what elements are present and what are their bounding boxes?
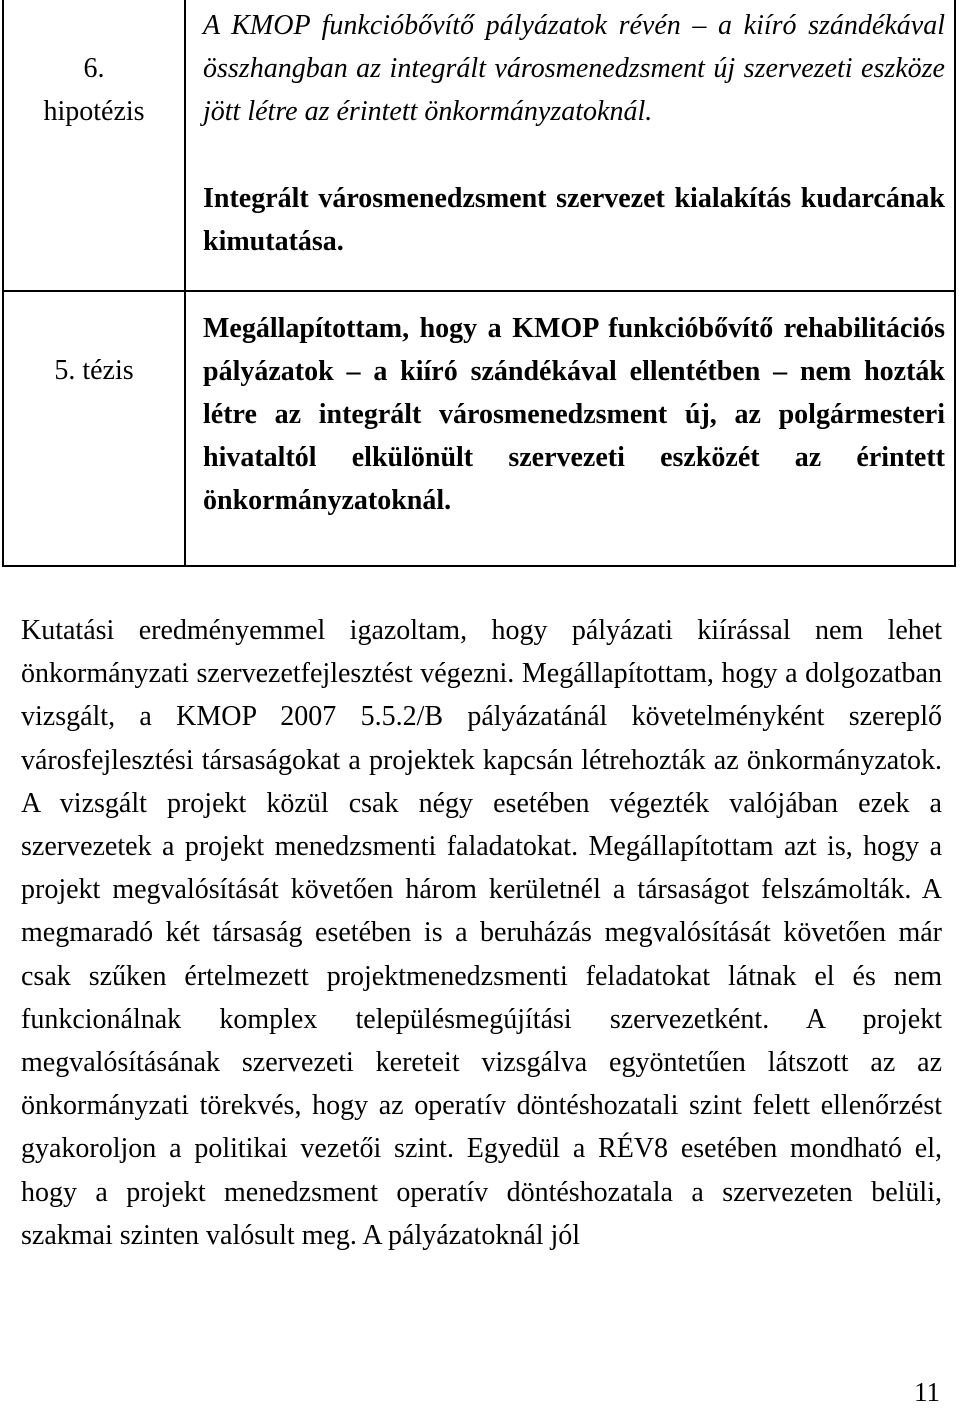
table-column-divider [184, 0, 186, 565]
thesis-text: Megállapítottam, hogy a KMOP funkcióbővítő rehabilitációs pályázatok – a kiíró szándékával ellentétben – nem hozták létre az integrált városmenedzsment új, az polgármesteri hivataltól elkülönült szervezeti eszközét az érintett önkormányzatoknál. [203, 313, 945, 516]
table-row-divider [4, 290, 954, 292]
hypothesis-label: 6. hipotézis [43, 53, 145, 127]
thesis-label: 5. tézis [54, 355, 134, 386]
hypothesis-result: Integrált városmenedzsment szervezet kialakítás kudarcának kimutatása. [203, 183, 945, 257]
thesis-table [2, 0, 956, 567]
hypothesis-text: A KMOP funkcióbővítő pályázatok révén – a kiíró szándékával összhangban az integrált városmenedzsment új szervezeti eszköze jött létre az érintett önkormányzatoknál. [203, 10, 945, 127]
body-paragraph: Kutatási eredményemmel igazoltam, hogy pályázati kiírással nem lehet önkormányzati szervezetfejlesztést végezni. Megállapítottam, hogy a dolgozatban vizsgált, a KMOP 2007 5.5.2/B pályázatánál követelményként szereplő városfejlesztési társaságokat a projektek kapcsán létrehozták az önkormányzatok. A vizsgált projekt közül csak négy esetében végezték valójában ezek a szervezetek a projekt menedzsmenti faladatokat. Megállapítottam azt is, hogy a projekt megvalósítását követően három kerületnél a társaságot felszámolták. A megmaradó két társaság esetében is a beruházás megvalósítását követően már csak szűken értelmezett projektmenedzsmenti feladatokat látnak el és nem funkcionálnak komplex településmegújítási szervezetként. A projekt megvalósításának szervezeti kereteit vizsgálva egyöntetűen látszott az az önkormányzati törekvés, hogy az operatív döntéshozatali szint felett ellenőrzést gyakoroljon a politikai vezetői szint. Egyedül a RÉV8 esetében mondható el, hogy a projekt menedzsment operatív döntéshozatala a szervezeten belüli, szakmai szinten valósult meg. A pályázatoknál jól [21, 615, 942, 1251]
page-number: 11 [914, 1377, 940, 1407]
